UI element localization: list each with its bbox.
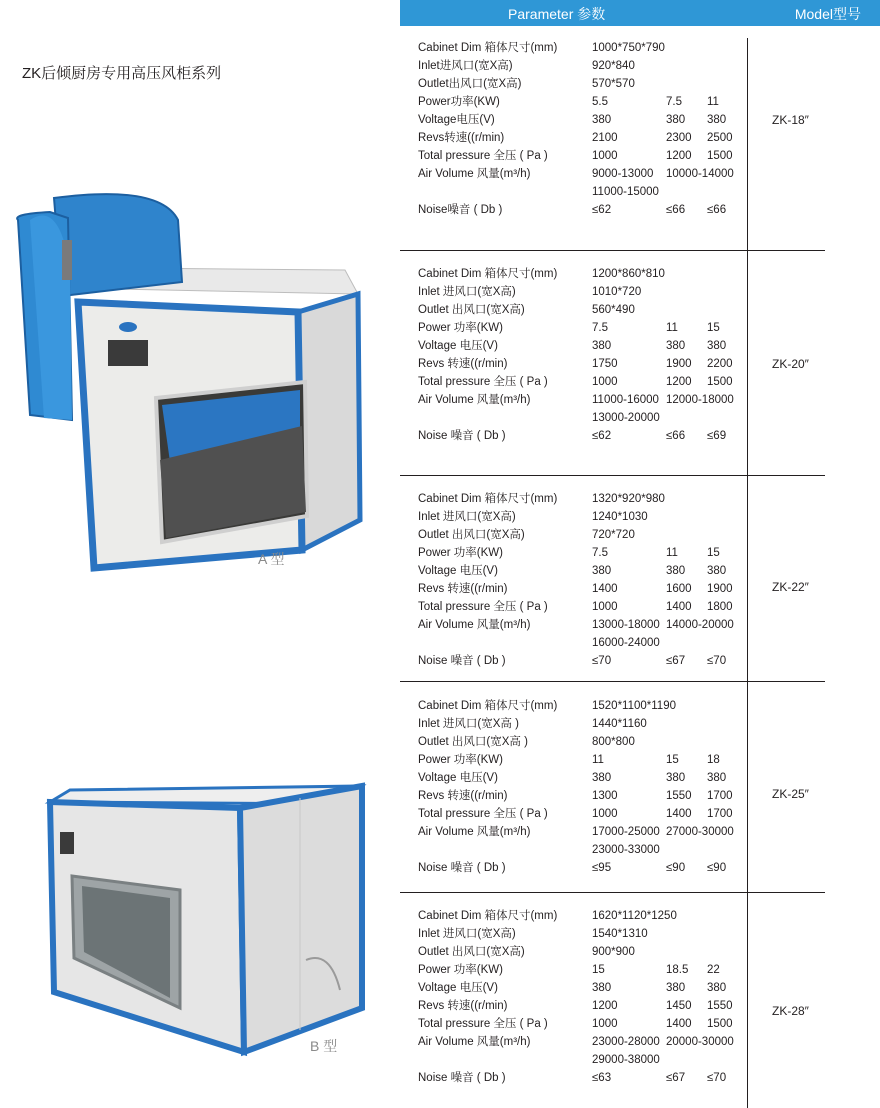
- spec-label: Cabinet Dim 箱体尺寸(mm): [418, 700, 558, 712]
- spec-value: 20000-30000: [666, 1036, 734, 1048]
- cabinet-fan-b-image: [40, 780, 380, 1070]
- spec-label: Power 功率(KW): [418, 964, 503, 976]
- spec-value: 14000-20000: [666, 619, 734, 631]
- spec-label: Inlet进风口(宽X高): [418, 60, 513, 72]
- cabinet-fan-a-image: [10, 190, 370, 580]
- spec-label: Outlet 出风口(宽X高): [418, 529, 525, 541]
- spec-value: 380: [592, 772, 612, 784]
- spec-label: Cabinet Dim 箱体尺寸(mm): [418, 493, 558, 505]
- spec-value: 11: [592, 754, 604, 766]
- model-code: ZK-18″: [772, 113, 809, 127]
- spec-value: 18.5: [666, 964, 689, 976]
- spec-value: ≤69: [707, 430, 727, 442]
- spec-value: 1600: [666, 583, 692, 595]
- spec-label: Outlet 出风口(宽X高): [418, 946, 525, 958]
- spec-label: Inlet 进风口(宽X高): [418, 928, 516, 940]
- table-row-divider: [400, 475, 825, 476]
- spec-label: Revs 转速((r/min): [418, 790, 508, 802]
- spec-value: ≤70: [707, 655, 727, 667]
- model-header: Model型号: [794, 6, 861, 22]
- spec-label: Voltage电压(V): [418, 114, 495, 126]
- spec-value: 1000: [592, 601, 618, 613]
- spec-label: Power 功率(KW): [418, 754, 503, 766]
- spec-label: Revs 转速((r/min): [418, 358, 508, 370]
- spec-value: 1300: [592, 790, 618, 802]
- parameter-header: Parameter 参数: [508, 6, 606, 22]
- spec-value: 1550: [666, 790, 692, 802]
- spec-label: Total pressure 全压 ( Pa ): [418, 376, 548, 388]
- spec-value: 16000-24000: [592, 637, 660, 649]
- spec-value: 380: [592, 114, 612, 126]
- spec-label: Noise 噪音 ( Db ): [418, 1072, 506, 1084]
- spec-label: Outlet 出风口(宽X高): [418, 304, 525, 316]
- spec-value: 1200: [592, 1000, 618, 1012]
- table-row-divider: [400, 892, 825, 893]
- spec-value: 1700: [707, 808, 733, 820]
- spec-value: 1200: [666, 150, 692, 162]
- spec-value: 1700: [707, 790, 733, 802]
- spec-value: 13000-20000: [592, 412, 660, 424]
- spec-value: 380: [592, 565, 612, 577]
- model-code: ZK-28″: [772, 1004, 809, 1018]
- spec-value: ≤66: [666, 204, 686, 216]
- spec-value: 18: [707, 754, 720, 766]
- spec-value: 5.5: [592, 96, 608, 108]
- spec-label: Voltage 电压(V): [418, 340, 498, 352]
- spec-label: Noise 噪音 ( Db ): [418, 655, 506, 667]
- spec-label: Revs 转速((r/min): [418, 1000, 508, 1012]
- caption-a: A 型: [258, 551, 285, 567]
- spec-label: Noise 噪音 ( Db ): [418, 430, 506, 442]
- spec-label: Air Volume 风量(m³/h): [418, 168, 531, 180]
- spec-value: 380: [666, 114, 686, 126]
- spec-value: 380: [707, 340, 727, 352]
- spec-label: Air Volume 风量(m³/h): [418, 1036, 531, 1048]
- spec-label: Air Volume 风量(m³/h): [418, 826, 531, 838]
- spec-value: 1320*920*980: [592, 493, 665, 505]
- spec-value: 1440*1160: [592, 718, 647, 730]
- spec-value: 7.5: [592, 322, 608, 334]
- series-title: ZK后倾厨房专用高压风柜系列: [22, 65, 222, 82]
- header-bar: [400, 0, 880, 26]
- spec-label: Outlet 出风口(宽X高 ): [418, 736, 528, 748]
- spec-label: Voltage 电压(V): [418, 565, 498, 577]
- spec-value: 1900: [707, 583, 733, 595]
- spec-value: 1450: [666, 1000, 692, 1012]
- spec-label: Cabinet Dim 箱体尺寸(mm): [418, 42, 558, 54]
- spec-label: Air Volume 风量(m³/h): [418, 619, 531, 631]
- spec-value: 2500: [707, 132, 733, 144]
- spec-label: Cabinet Dim 箱体尺寸(mm): [418, 268, 558, 280]
- spec-value: 13000-18000: [592, 619, 660, 631]
- spec-label: Revs 转速((r/min): [418, 583, 508, 595]
- spec-value: 380: [707, 982, 727, 994]
- spec-label: Noise 噪音 ( Db ): [418, 862, 506, 874]
- model-code: ZK-22″: [772, 580, 809, 594]
- spec-value: 380: [666, 982, 686, 994]
- spec-value: ≤63: [592, 1072, 612, 1084]
- spec-value: 1400: [666, 601, 692, 613]
- spec-value: ≤70: [592, 655, 612, 667]
- table-row-divider: [400, 250, 825, 251]
- spec-value: 11: [707, 96, 719, 108]
- spec-value: 1000: [592, 808, 618, 820]
- spec-value: 7.5: [666, 96, 682, 108]
- spec-label: Air Volume 风量(m³/h): [418, 394, 531, 406]
- spec-value: 1800: [707, 601, 733, 613]
- spec-value: 1400: [592, 583, 618, 595]
- spec-value: 1200*860*810: [592, 268, 665, 280]
- spec-value: 15: [707, 547, 720, 559]
- caption-b: B 型: [310, 1038, 338, 1054]
- table-column-divider: [747, 38, 748, 1108]
- spec-value: 23000-28000: [592, 1036, 660, 1048]
- spec-value: 11000-15000: [592, 186, 659, 198]
- spec-value: ≤66: [666, 430, 686, 442]
- spec-value: 11: [666, 547, 678, 559]
- spec-value: 380: [707, 114, 727, 126]
- spec-value: 380: [592, 340, 612, 352]
- spec-value: 1000: [592, 376, 618, 388]
- spec-value: 1750: [592, 358, 618, 370]
- spec-value: 1550: [707, 1000, 733, 1012]
- spec-value: 1010*720: [592, 286, 642, 298]
- spec-label: Noise噪音 ( Db ): [418, 204, 503, 216]
- spec-value: ≤95: [592, 862, 612, 874]
- model-code: ZK-20″: [772, 357, 809, 371]
- spec-value: ≤62: [592, 430, 612, 442]
- spec-value: ≤90: [707, 862, 727, 874]
- spec-label: Total pressure 全压 ( Pa ): [418, 150, 548, 162]
- spec-value: 23000-33000: [592, 844, 660, 856]
- spec-value: 1000: [592, 1018, 618, 1030]
- spec-value: 380: [707, 772, 727, 784]
- spec-value: 1500: [707, 150, 733, 162]
- spec-value: 380: [666, 772, 686, 784]
- spec-label: Inlet 进风口(宽X高): [418, 286, 516, 298]
- spec-label: Total pressure 全压 ( Pa ): [418, 601, 548, 613]
- spec-value: 15: [592, 964, 605, 976]
- spec-value: 570*570: [592, 78, 635, 90]
- spec-value: 1000*750*790: [592, 42, 665, 54]
- spec-value: 900*900: [592, 946, 635, 958]
- spec-value: ≤70: [707, 1072, 727, 1084]
- spec-value: 380: [592, 982, 612, 994]
- spec-label: Revs转速((r/min): [418, 132, 505, 144]
- spec-value: 17000-25000: [592, 826, 660, 838]
- spec-value: 720*720: [592, 529, 635, 541]
- spec-value: 1520*1100*1190: [592, 700, 676, 712]
- spec-label: Inlet 进风口(宽X高 ): [418, 718, 519, 730]
- spec-label: Outlet出风口(宽X高): [418, 78, 522, 90]
- spec-label: Inlet 进风口(宽X高): [418, 511, 516, 523]
- spec-value: 15: [666, 754, 679, 766]
- model-code: ZK-25″: [772, 787, 809, 801]
- spec-label: Power功率(KW): [418, 96, 500, 108]
- spec-value: 9000-13000: [592, 168, 654, 180]
- spec-label: Total pressure 全压 ( Pa ): [418, 1018, 548, 1030]
- spec-value: ≤66: [707, 204, 727, 216]
- spec-value: ≤90: [666, 862, 686, 874]
- spec-value: ≤62: [592, 204, 612, 216]
- spec-value: 800*800: [592, 736, 635, 748]
- spec-value: 1400: [666, 808, 692, 820]
- spec-value: ≤67: [666, 1072, 686, 1084]
- spec-value: ≤67: [666, 655, 686, 667]
- spec-value: 2100: [592, 132, 618, 144]
- spec-value: 2200: [707, 358, 733, 370]
- spec-label: Power 功率(KW): [418, 322, 503, 334]
- spec-value: 29000-38000: [592, 1054, 660, 1066]
- spec-value: 2300: [666, 132, 692, 144]
- spec-label: Cabinet Dim 箱体尺寸(mm): [418, 910, 558, 922]
- spec-value: 15: [707, 322, 720, 334]
- spec-value: 1900: [666, 358, 692, 370]
- table-row-divider: [400, 681, 825, 682]
- spec-value: 7.5: [592, 547, 608, 559]
- spec-value: 1620*1120*1250: [592, 910, 677, 922]
- spec-label: Voltage 电压(V): [418, 772, 498, 784]
- spec-value: 1540*1310: [592, 928, 648, 940]
- spec-value: 1500: [707, 1018, 733, 1030]
- spec-value: 10000-14000: [666, 168, 734, 180]
- spec-value: 1000: [592, 150, 618, 162]
- spec-value: 27000-30000: [666, 826, 734, 838]
- spec-value: 1500: [707, 376, 733, 388]
- spec-value: 1240*1030: [592, 511, 648, 523]
- spec-value: 11: [666, 322, 678, 334]
- spec-value: 1200: [666, 376, 692, 388]
- spec-value: 12000-18000: [666, 394, 734, 406]
- spec-value: 380: [666, 565, 686, 577]
- spec-value: 380: [707, 565, 727, 577]
- spec-value: 380: [666, 340, 686, 352]
- spec-value: 560*490: [592, 304, 635, 316]
- spec-label: Total pressure 全压 ( Pa ): [418, 808, 548, 820]
- spec-label: Voltage 电压(V): [418, 982, 498, 994]
- spec-value: 1400: [666, 1018, 692, 1030]
- spec-label: Power 功率(KW): [418, 547, 503, 559]
- spec-value: 11000-16000: [592, 394, 659, 406]
- spec-value: 22: [707, 964, 720, 976]
- spec-value: 920*840: [592, 60, 635, 72]
